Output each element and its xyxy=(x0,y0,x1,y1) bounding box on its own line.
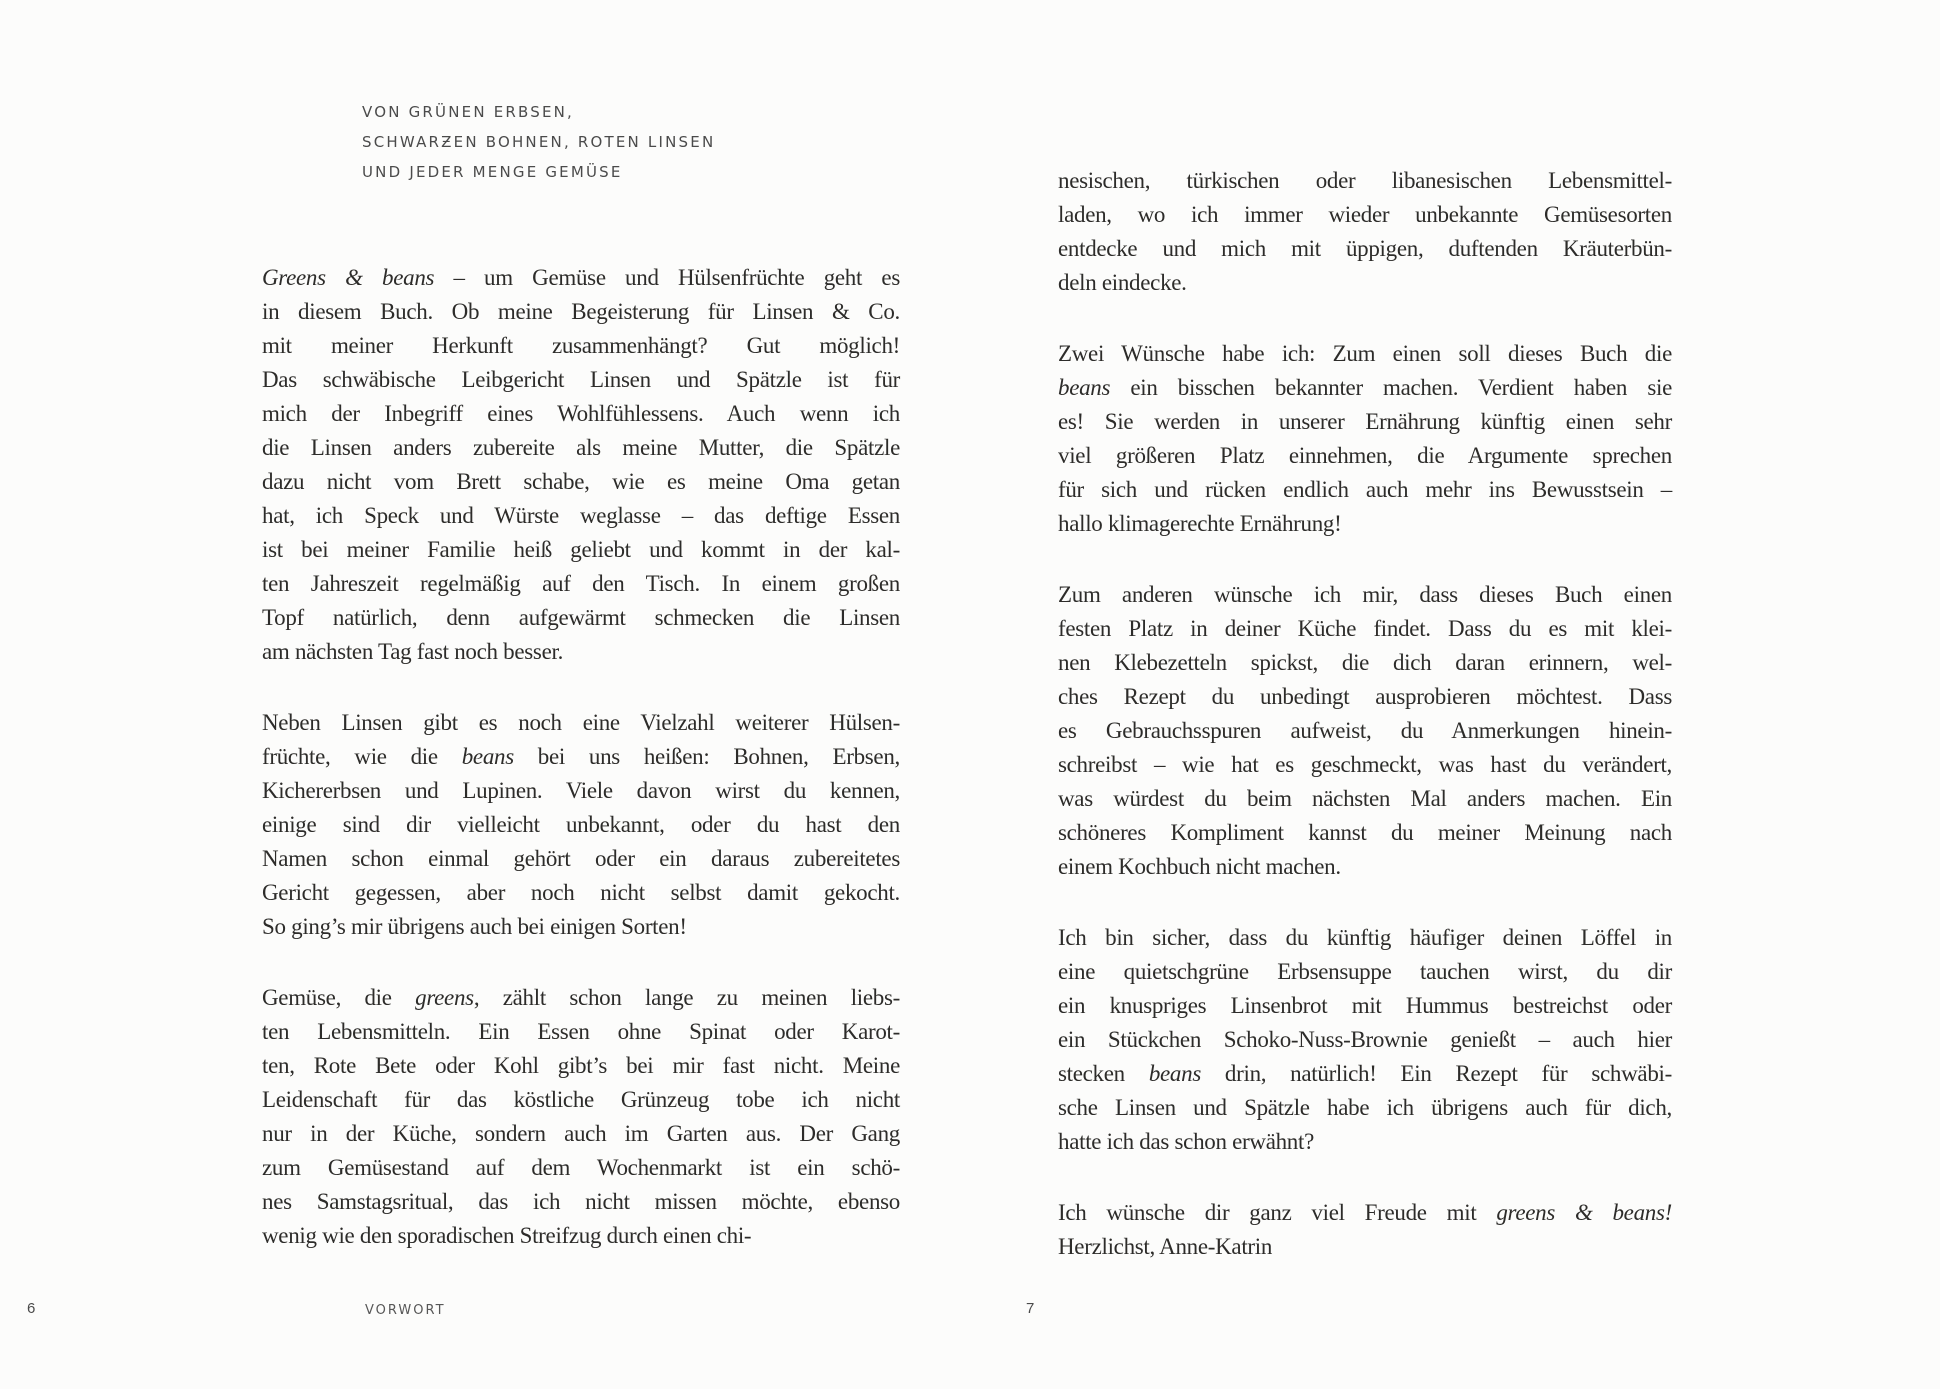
text-line: Zum anderen wünsche ich mir, dass dieses Buch einen xyxy=(1058,582,1672,607)
heading-line: VON GRÜNEN ERBSEN, xyxy=(362,103,575,121)
text-line: ein knuspriges Linsenbrot mit Hummus bestreichst oder xyxy=(1058,993,1672,1018)
text-line: Das schwäbische Leibgericht Linsen und Spätzle ist für xyxy=(262,367,900,392)
text-line: nesischen, türkischen oder libanesischen Lebensmittel- xyxy=(1058,168,1672,193)
text-line: schreibst – wie hat es geschmeckt, was hast du verändert, xyxy=(1058,752,1672,777)
text-line: nur in der Küche, sondern auch im Garten aus. Der Gang xyxy=(262,1121,900,1146)
text-line: es Gebrauchsspuren aufweist, du Anmerkungen hinein- xyxy=(1058,718,1672,743)
text-line: ches Rezept du unbedingt ausprobieren möchtest. Dass xyxy=(1058,684,1672,709)
text-line: ist bei meiner Familie heiß geliebt und kommt in der kal- xyxy=(262,537,900,562)
text-line: nen Klebezetteln spickst, die dich daran erinnern, wel- xyxy=(1058,650,1672,675)
text-line: nes Samstagsritual, das ich nicht missen möchte, ebenso xyxy=(262,1189,900,1214)
running-title: VORWORT xyxy=(365,1303,446,1318)
text-line: hatte ich das schon erwähnt? xyxy=(1058,1129,1314,1154)
text-line: eine quietschgrüne Erbsensuppe tauchen wirst, du dir xyxy=(1058,959,1672,984)
left-text-column xyxy=(262,261,900,1253)
text-line: für sich und rücken endlich auch mehr ins Bewusstsein – xyxy=(1058,477,1672,502)
paragraph xyxy=(262,981,900,1253)
text-line: früchte, wie die beans bei uns heißen: Bohnen, Erbsen, xyxy=(262,744,900,769)
text-line: ein Stückchen Schoko-Nuss-Brownie genießt – auch hier xyxy=(1058,1027,1672,1052)
text-line: festen Platz in deiner Küche findet. Dass du es mit klei- xyxy=(1058,616,1672,641)
text-line: wenig wie den sporadischen Streifzug durch einen chi- xyxy=(262,1223,752,1248)
text-line: Herzlichst, Anne-Katrin xyxy=(1058,1234,1273,1259)
right-text-column xyxy=(1058,164,1672,1264)
text-line: einige sind dir vielleicht unbekannt, oder du hast den xyxy=(262,812,900,837)
text-line: hat, ich Speck und Würste weglasse – das deftige Essen xyxy=(262,503,900,528)
text-line: stecken beans drin, natürlich! Ein Rezept für schwäbi- xyxy=(1058,1061,1672,1086)
text-line: zum Gemüsestand auf dem Wochenmarkt ist ein schö- xyxy=(262,1155,900,1180)
text-line: hallo klimagerechte Ernährung! xyxy=(1058,511,1342,536)
text-line: schöneres Kompliment kannst du meiner Meinung nach xyxy=(1058,820,1672,845)
text-line: Neben Linsen gibt es noch eine Vielzahl weiterer Hülsen- xyxy=(262,710,900,735)
text-line: Zwei Wünsche habe ich: Zum einen soll dieses Buch die xyxy=(1058,341,1672,366)
paragraph xyxy=(1058,1196,1672,1264)
text-line: Ich bin sicher, dass du künftig häufiger deinen Löffel in xyxy=(1058,925,1672,950)
paragraph xyxy=(1058,337,1672,541)
text-line: Topf natürlich, denn aufgewärmt schmecken die Linsen xyxy=(262,605,900,630)
text-line: Namen schon einmal gehört oder ein daraus zubereitetes xyxy=(262,846,900,871)
paragraph xyxy=(262,261,900,669)
paragraph xyxy=(1058,164,1672,300)
text-line: So ging’s mir übrigens auch bei einigen Sorten! xyxy=(262,914,687,939)
text-line: viel größeren Platz einnehmen, die Argumente sprechen xyxy=(1058,443,1672,468)
page-number-right: 7 xyxy=(1026,1300,1035,1317)
text-line: in diesem Buch. Ob meine Begeisterung für Linsen & Co. xyxy=(262,299,900,324)
text-line: ten, Rote Bete oder Kohl gibt’s bei mir fast nicht. Meine xyxy=(262,1053,900,1078)
text-line: Greens & beans – um Gemüse und Hülsenfrüchte geht es xyxy=(262,265,900,290)
text-line: beans ein bisschen bekannter machen. Verdient haben sie xyxy=(1058,375,1672,400)
text-line: laden, wo ich immer wieder unbekannte Gemüsesorten xyxy=(1058,202,1672,227)
page-number-left: 6 xyxy=(27,1300,36,1317)
heading-line: UND JEDER MENGE GEMÜSE xyxy=(362,163,623,181)
text-line: was würdest du beim nächsten Mal anders machen. Ein xyxy=(1058,786,1672,811)
text-line: sche Linsen und Spätzle habe ich übrigens auch für dich, xyxy=(1058,1095,1672,1120)
text-line: ten Lebensmitteln. Ein Essen ohne Spinat oder Karot- xyxy=(262,1019,900,1044)
text-line: mit meiner Herkunft zusammenhängt? Gut möglich! xyxy=(262,333,900,358)
text-line: Leidenschaft für das köstliche Grünzeug tobe ich nicht xyxy=(262,1087,900,1112)
paragraph xyxy=(1058,578,1672,884)
text-line: die Linsen anders zubereite als meine Mutter, die Spätzle xyxy=(262,435,900,460)
text-line: entdecke und mich mit üppigen, duftenden Kräuterbün- xyxy=(1058,236,1672,261)
text-line: Gemüse, die greens, zählt schon lange zu meinen liebs- xyxy=(262,985,900,1010)
text-line: deln eindecke. xyxy=(1058,270,1187,295)
heading-line: SCHWARƵEN BOHNEN, ROTEN LINSEN xyxy=(362,133,716,151)
text-line: mich der Inbegriff eines Wohlfühlessens. Auch wenn ich xyxy=(262,401,900,426)
text-line: dazu nicht vom Brett schabe, wie es meine Oma getan xyxy=(262,469,900,494)
text-line: es! Sie werden in unserer Ernährung künftig einen sehr xyxy=(1058,409,1672,434)
paragraph xyxy=(262,706,900,944)
text-line: ten Jahreszeit regelmäßig auf den Tisch. In einem großen xyxy=(262,571,900,596)
chapter-heading xyxy=(362,97,715,187)
text-line: am nächsten Tag fast noch besser. xyxy=(262,639,564,664)
text-line: Gericht gegessen, aber noch nicht selbst damit gekocht. xyxy=(262,880,900,905)
text-line: Ich wünsche dir ganz viel Freude mit greens & beans! xyxy=(1058,1200,1672,1225)
paragraph xyxy=(1058,921,1672,1159)
text-line: einem Kochbuch nicht machen. xyxy=(1058,854,1341,879)
text-line: Kichererbsen und Lupinen. Viele davon wirst du kennen, xyxy=(262,778,900,803)
